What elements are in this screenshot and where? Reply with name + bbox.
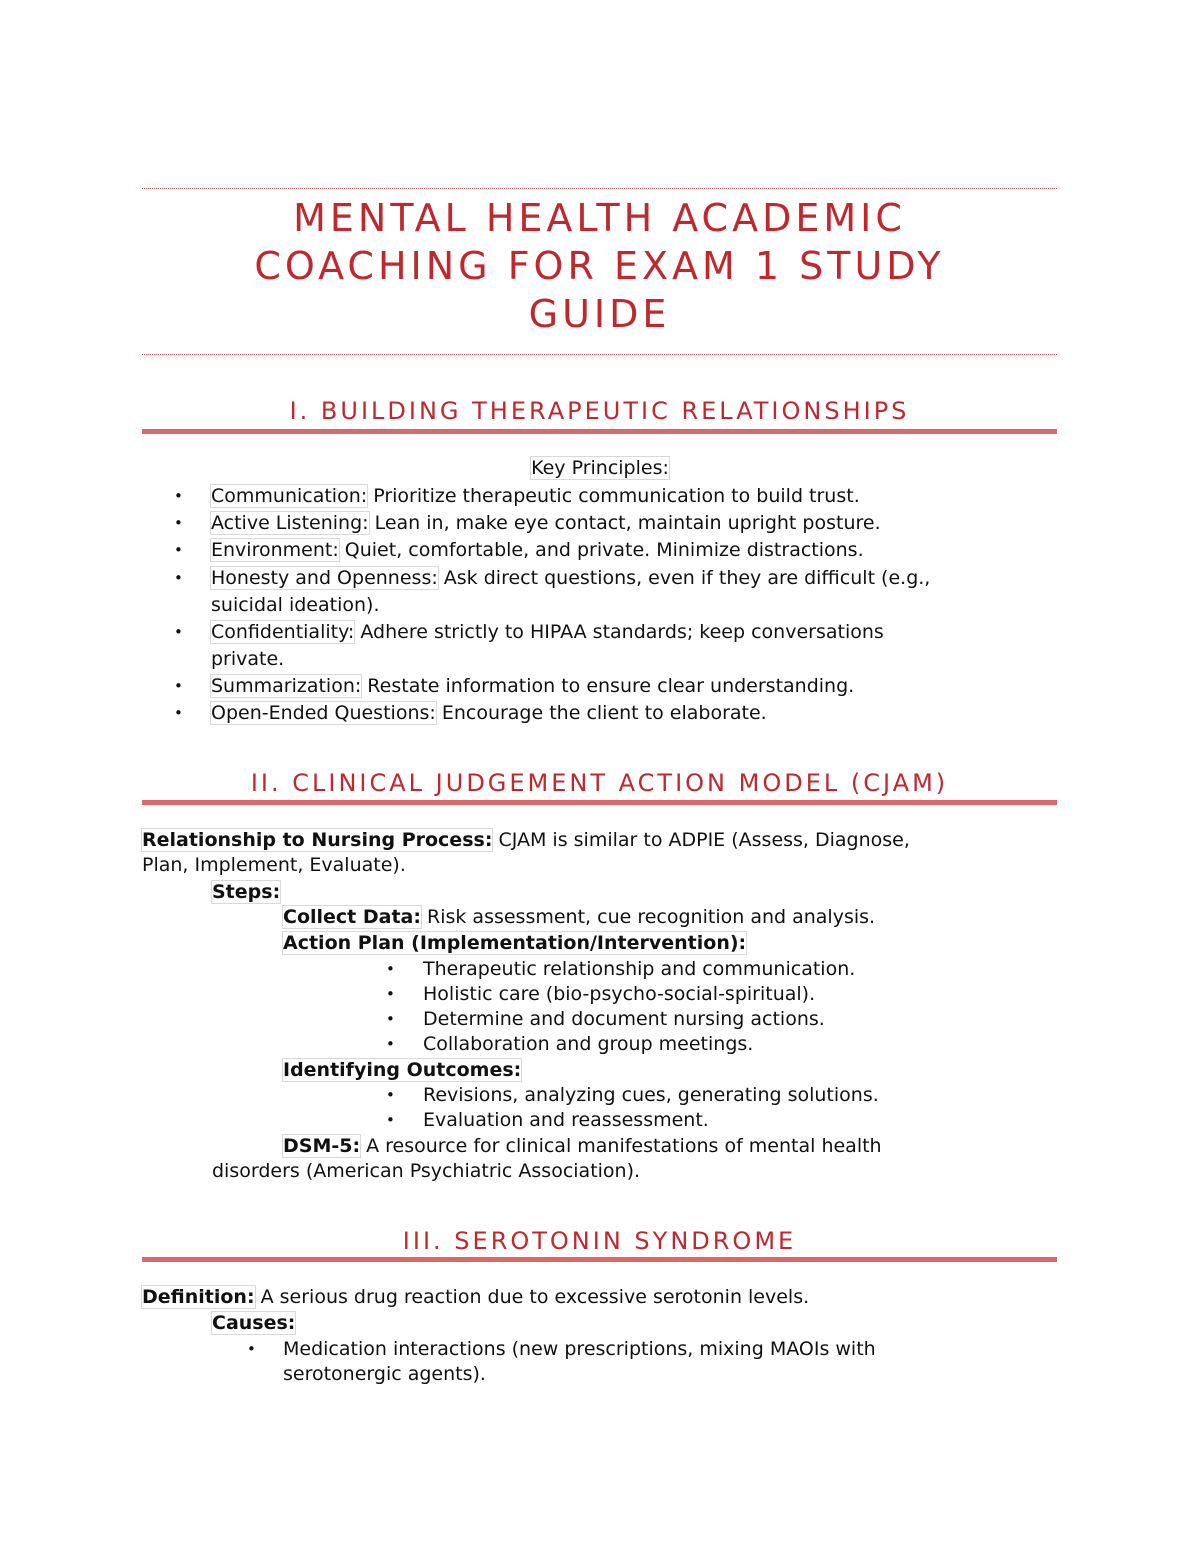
principle-item: [211, 673, 854, 699]
collect-data-text: Risk assessment, cue recognition and analysis.: [420, 906, 876, 928]
action-plan-line: [283, 930, 746, 956]
bullet-icon: •: [174, 704, 183, 722]
action-item: Determine and document nursing actions.: [423, 1008, 825, 1030]
principle-term: Honesty and Openness:: [211, 567, 438, 589]
action-item: Collaboration and group meetings.: [423, 1033, 754, 1055]
cause-item: Medication interactions (new prescriptions, mixing MAOIs with: [283, 1338, 876, 1360]
section-3-heading: III. SEROTONIN SYNDROME: [402, 1227, 797, 1255]
principle-term: Communication:: [211, 485, 368, 507]
principle-text: Lean in, make eye contact, maintain upright posture.: [368, 512, 881, 534]
principle-text: Encourage the client to elaborate.: [435, 702, 767, 724]
principle-text: Quiet, comfortable, and private. Minimize distractions.: [338, 539, 864, 561]
action-plan-term: Action Plan (Implementation/Intervention):: [283, 932, 747, 954]
title-line-2: COACHING FOR EXAM 1 STUDY: [254, 244, 945, 288]
relationship-line: [142, 827, 910, 853]
outcomes-term: Identifying Outcomes:: [283, 1059, 522, 1081]
bullet-icon: •: [174, 541, 183, 559]
definition-text: A serious drug reaction due to excessive serotonin levels.: [254, 1286, 810, 1308]
key-principles-heading: [0, 455, 1200, 481]
principle-term: Open-Ended Questions:: [211, 702, 436, 724]
principle-item: [211, 700, 767, 726]
bullet-icon: •: [174, 623, 183, 641]
section-1-heading: I. BUILDING THERAPEUTIC RELATIONSHIPS: [289, 397, 910, 425]
section-2-rule: [142, 800, 1057, 805]
principle-term: Confidentiality:: [211, 621, 355, 643]
bullet-icon: •: [174, 487, 183, 505]
bullet-icon: •: [174, 514, 183, 532]
causes-label: Causes:: [212, 1312, 296, 1334]
principle-item: [211, 510, 881, 536]
steps-label: Steps:: [212, 881, 281, 903]
dsm-text: A resource for clinical manifestations of mental health: [360, 1135, 882, 1157]
section-1-rule: [142, 429, 1057, 434]
section-3-rule: [142, 1257, 1057, 1262]
definition-line: [142, 1284, 809, 1310]
principle-text: Adhere strictly to HIPAA standards; keep conversations: [354, 621, 884, 643]
principle-continuation: suicidal ideation).: [211, 594, 380, 616]
bullet-icon: •: [386, 1035, 395, 1053]
bullet-icon: •: [386, 1111, 395, 1129]
dsm-continuation: disorders (American Psychiatric Association).: [212, 1160, 641, 1182]
section-2-heading: II. CLINICAL JUDGEMENT ACTION MODEL (CJAM): [250, 769, 949, 797]
outcome-item: Revisions, analyzing cues, generating solutions.: [423, 1084, 879, 1106]
principle-term: Environment:: [211, 539, 339, 561]
steps-label-line: [212, 879, 280, 905]
title-line-1: MENTAL HEALTH ACADEMIC: [293, 196, 906, 240]
principle-item: [211, 619, 884, 645]
action-item: Holistic care (bio-psycho-social-spiritual).: [423, 983, 816, 1005]
bullet-icon: •: [174, 569, 183, 587]
bullet-icon: •: [174, 677, 183, 695]
cause-continuation: serotonergic agents).: [283, 1363, 486, 1385]
relationship-text: CJAM is similar to ADPIE (Assess, Diagnose,: [492, 829, 910, 851]
title-rule-top: [142, 188, 1057, 189]
key-principles-label: Key Principles:: [531, 457, 669, 479]
bullet-icon: •: [247, 1340, 256, 1358]
causes-label-line: [212, 1310, 295, 1336]
principle-item: [211, 483, 860, 509]
action-item: Therapeutic relationship and communication.: [423, 958, 856, 980]
principle-item: [211, 565, 930, 591]
relationship-continuation: Plan, Implement, Evaluate).: [142, 854, 406, 876]
principle-term: Active Listening:: [211, 512, 369, 534]
outcomes-line: [283, 1057, 521, 1083]
principle-term: Summarization:: [211, 675, 362, 697]
title-rule-bottom: [142, 354, 1057, 355]
principle-item: [211, 537, 864, 563]
bullet-icon: •: [386, 1010, 395, 1028]
bullet-icon: •: [386, 960, 395, 978]
bullet-icon: •: [386, 985, 395, 1003]
collect-data-line: [283, 904, 875, 930]
principle-text: Prioritize therapeutic communication to build trust.: [367, 485, 860, 507]
relationship-term: Relationship to Nursing Process:: [142, 829, 493, 851]
definition-term: Definition:: [142, 1286, 255, 1308]
dsm-line: [283, 1133, 882, 1159]
principle-continuation: private.: [211, 648, 285, 670]
document-title: [142, 194, 1057, 338]
bullet-icon: •: [386, 1086, 395, 1104]
title-line-3: GUIDE: [528, 292, 671, 336]
principle-text: Restate information to ensure clear understanding.: [361, 675, 855, 697]
collect-data-term: Collect Data:: [283, 906, 421, 928]
principle-text: Ask direct questions, even if they are difficult (e.g.,: [437, 567, 931, 589]
dsm-term: DSM-5:: [283, 1135, 361, 1157]
outcome-item: Evaluation and reassessment.: [423, 1109, 709, 1131]
